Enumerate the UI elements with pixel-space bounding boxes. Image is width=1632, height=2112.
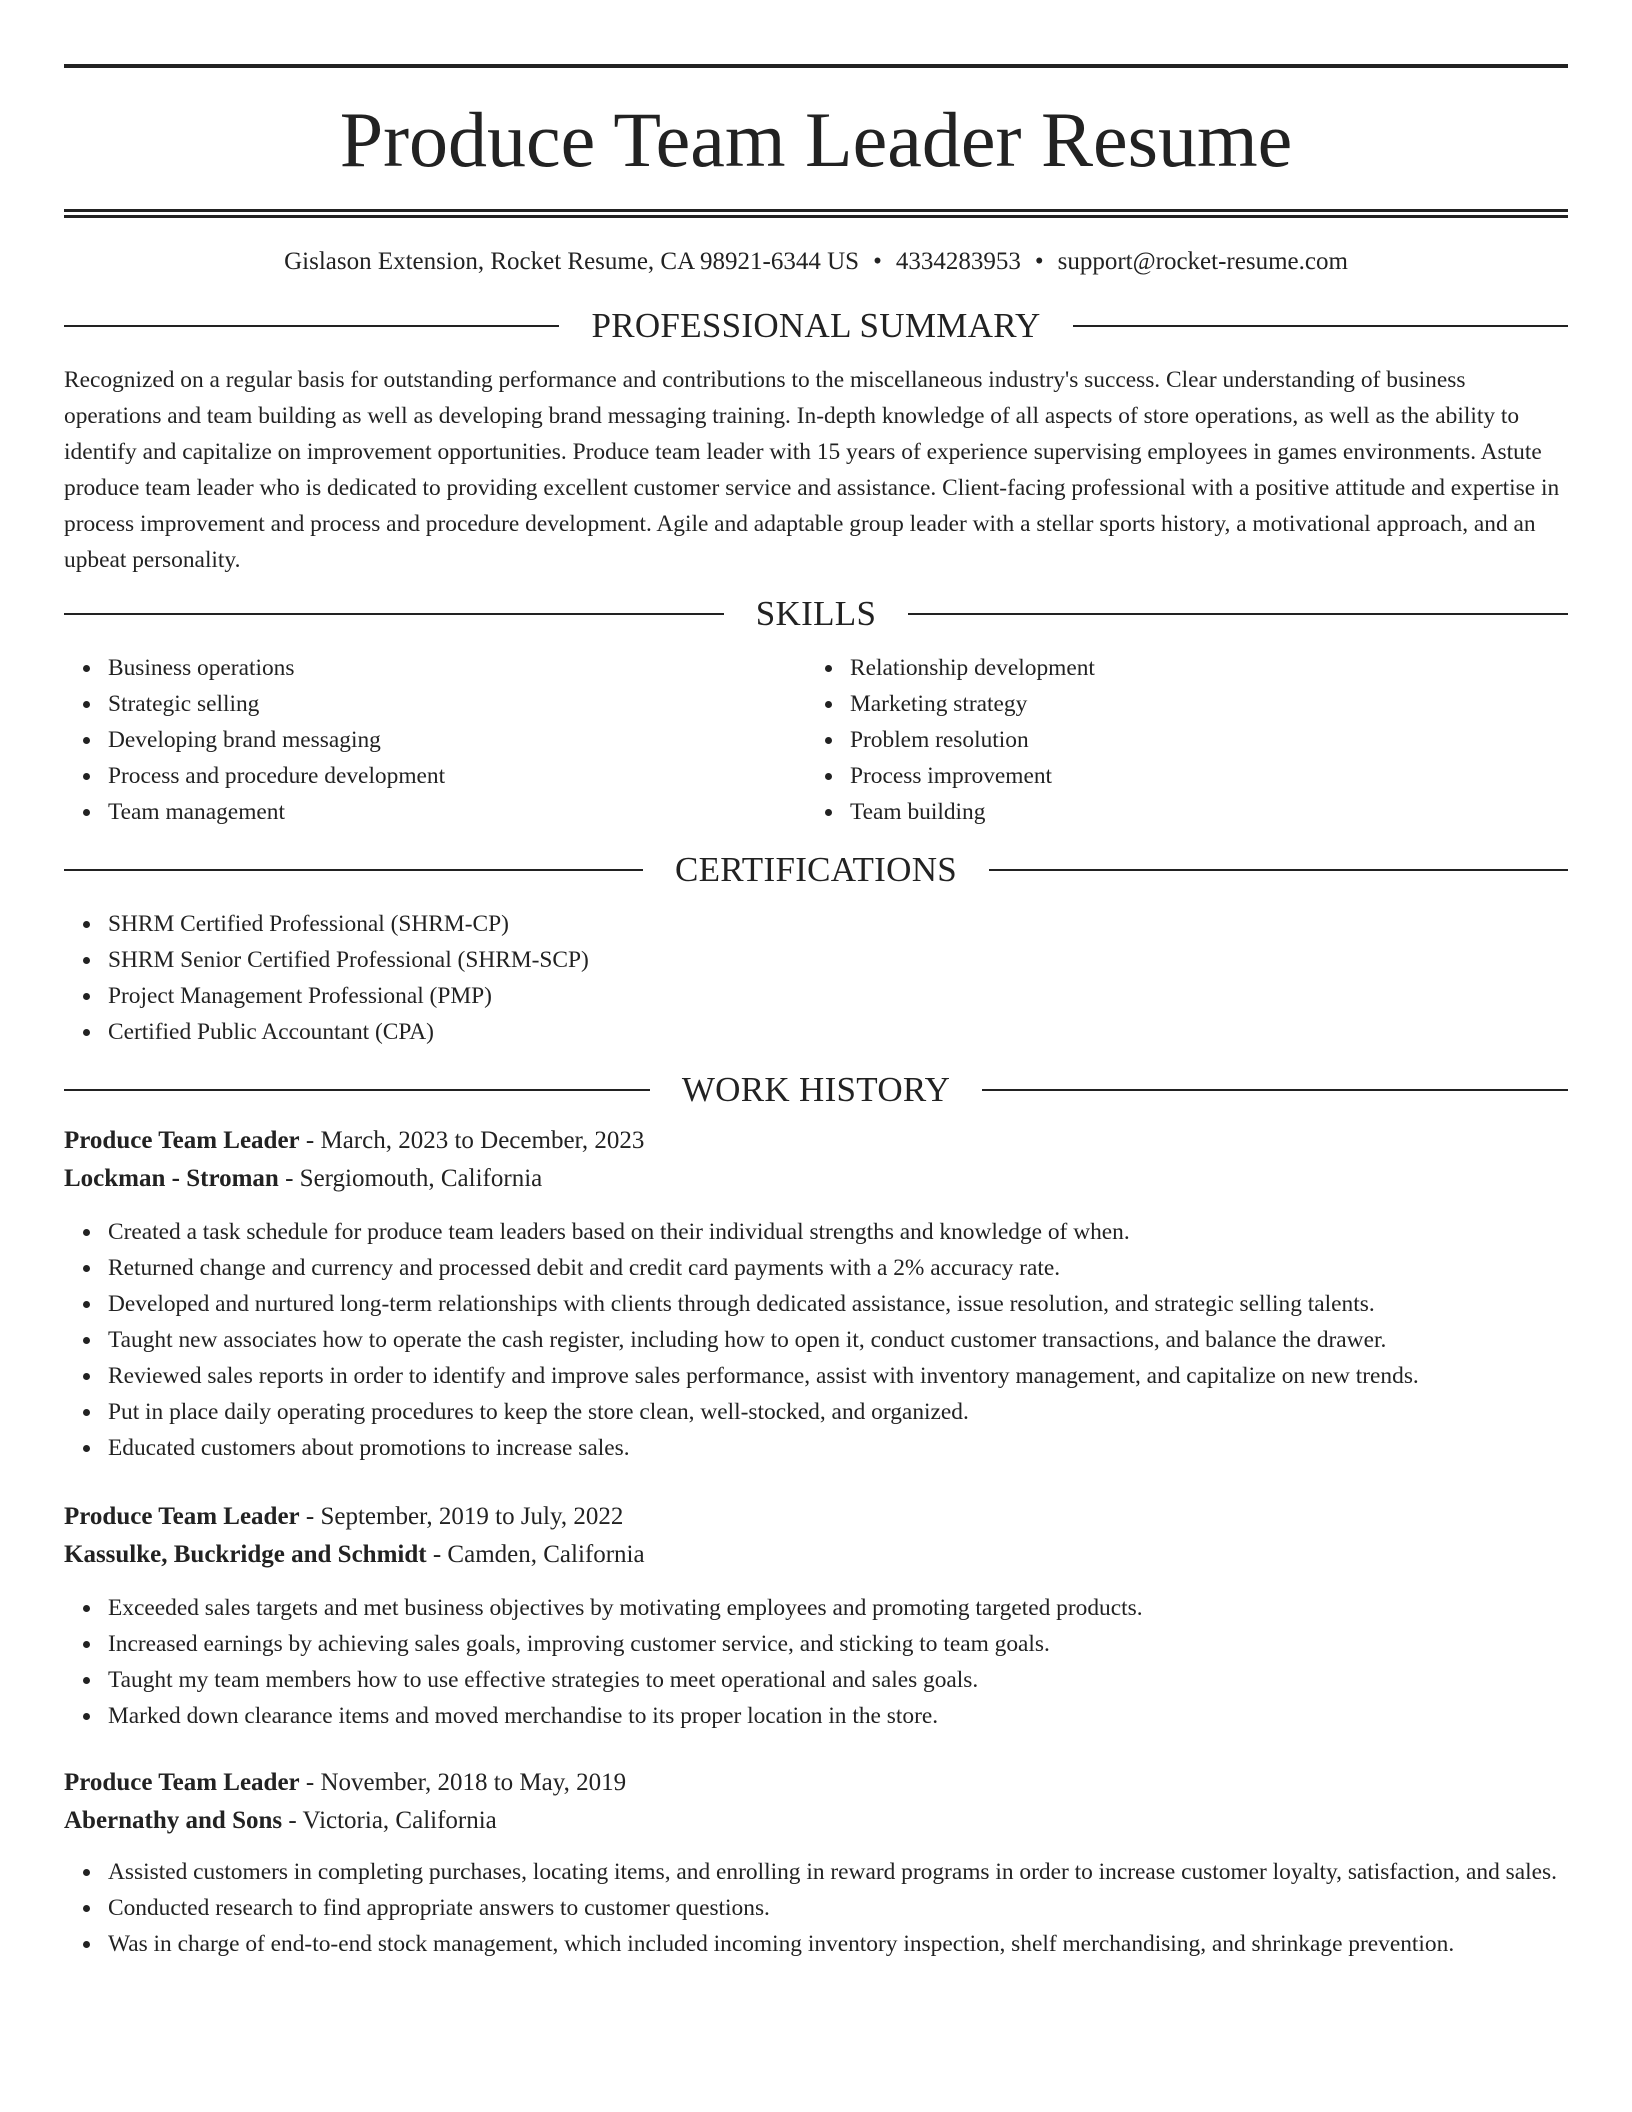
header-rule-left: [64, 869, 643, 871]
summary-heading: PROFESSIONAL SUMMARY: [591, 306, 1041, 345]
job-bullet: Was in charge of end-to-end stock management, which included incoming inventory inspection, shelf merchandising, and shrinkage prevention.: [108, 1926, 1568, 1962]
skill-item: Developing brand messaging: [108, 722, 806, 758]
skill-item: Business operations: [108, 650, 806, 686]
job-bullet: Developed and nurtured long-term relationships with clients through dedicated assistance, issue resolution, and strategic selling talents.: [108, 1286, 1568, 1322]
job-bullet: Increased earnings by achieving sales goals, improving customer service, and sticking to team goals.: [108, 1626, 1568, 1662]
job-dates: - November, 2018 to May, 2019: [299, 1769, 627, 1796]
job-company-line: [64, 1536, 1568, 1574]
skill-item: Team building: [850, 794, 1548, 830]
job-company-line: [64, 1160, 1568, 1198]
job-title-line: [64, 1498, 1568, 1536]
job-bullet: Exceeded sales targets and met business objectives by motivating employees and promoting targeted products.: [108, 1590, 1568, 1626]
certification-item: Project Management Professional (PMP): [108, 978, 1568, 1014]
job-company: Abernathy and Sons: [64, 1807, 283, 1834]
job-entry: [64, 1122, 1568, 1466]
work-history-heading: WORK HISTORY: [681, 1070, 951, 1109]
contact-separator: •: [873, 248, 882, 275]
header-rule-right: [1073, 325, 1568, 327]
job-location: - Victoria, California: [282, 1807, 497, 1834]
contact-email: support@rocket-resume.com: [1057, 248, 1348, 275]
contact-line: [64, 247, 1568, 277]
job-bullet: Created a task schedule for produce team leaders based on their individual strengths and knowledge of when.: [108, 1214, 1568, 1250]
job-title-line: [64, 1122, 1568, 1160]
certifications-section-header: [64, 850, 1568, 890]
header-rule-right: [982, 1089, 1568, 1091]
certifications-heading: CERTIFICATIONS: [674, 850, 958, 889]
job-company: Lockman - Stroman: [64, 1165, 279, 1192]
certifications-list: [64, 906, 1568, 1050]
job-title-line: [64, 1764, 1568, 1802]
skills-column-left: [64, 650, 806, 830]
job-bullet: Conducted research to find appropriate answers to customer questions.: [108, 1890, 1568, 1926]
job-bullets: [64, 1590, 1568, 1734]
summary-text: Recognized on a regular basis for outstanding performance and contributions to the miscellaneous industry's success. Clear understanding of business operations and team building as well as developing brand messaging training. In-depth knowledge of all aspects of store operations, as well as the ability to identify and capitalize on improvement opportunities. Produce team leader with 15 years of experience supervising employees in games environments. Astute produce team leader who is dedicated to providing excellent customer service and assistance. Client-facing professional with a positive attitude and expertise in process improvement and process and procedure development. Agile and adaptable group leader with a stellar sports history, a motivational approach, and an upbeat personality.: [64, 367, 1560, 573]
certification-item: Certified Public Accountant (CPA): [108, 1014, 1568, 1050]
skill-item: Problem resolution: [850, 722, 1548, 758]
title-double-rule: [64, 209, 1568, 218]
job-bullet: Taught new associates how to operate the cash register, including how to open it, conduct customer transactions, and balance the drawer.: [108, 1322, 1568, 1358]
skill-item: Marketing strategy: [850, 686, 1548, 722]
contact-separator: •: [1034, 248, 1044, 275]
job-role: Produce Team Leader: [64, 1503, 300, 1530]
skills-section-header: [64, 594, 1568, 634]
job-bullet: Put in place daily operating procedures to keep the store clean, well-stocked, and organized.: [108, 1394, 1568, 1430]
skills-heading: SKILLS: [755, 594, 877, 633]
header-rule-left: [64, 325, 559, 327]
header-rule-right: [989, 869, 1568, 871]
skills-list: [64, 650, 1568, 830]
job-role: Produce Team Leader: [64, 1127, 300, 1154]
skills-left-list: [64, 650, 806, 830]
job-bullet: Returned change and currency and processed debit and credit card payments with a 2% accuracy rate.: [108, 1250, 1568, 1286]
job-dates: - September, 2019 to July, 2022: [299, 1503, 624, 1530]
certification-item: SHRM Senior Certified Professional (SHRM-SCP): [108, 942, 1568, 978]
skill-item: Process improvement: [850, 758, 1548, 794]
job-dates: - March, 2023 to December, 2023: [299, 1127, 645, 1154]
job-location: - Camden, California: [426, 1541, 645, 1568]
job-location: - Sergiomouth, California: [278, 1165, 543, 1192]
resume-title: Produce Team Leader Resume: [339, 96, 1293, 183]
top-rule: [64, 64, 1568, 68]
job-bullet: Assisted customers in completing purchases, locating items, and enrolling in reward programs in order to increase customer loyalty, satisfaction, and sales.: [108, 1854, 1568, 1890]
summary-section-header: [64, 306, 1568, 346]
certification-item: SHRM Certified Professional (SHRM-CP): [108, 906, 1568, 942]
job-role: Produce Team Leader: [64, 1769, 300, 1796]
resume-page: [64, 64, 1568, 1962]
skill-item: Team management: [108, 794, 806, 830]
skills-right-list: [806, 650, 1548, 830]
header-rule-left: [64, 1089, 650, 1091]
job-bullet: Taught my team members how to use effective strategies to meet operational and sales goals.: [108, 1662, 1568, 1698]
job-entry: [64, 1498, 1568, 1734]
job-bullet: Reviewed sales reports in order to identify and improve sales performance, assist with inventory management, and capitalize on new trends.: [108, 1358, 1568, 1394]
work-history-section-header: [64, 1070, 1568, 1110]
job-company-line: [64, 1802, 1568, 1840]
skill-item: Relationship development: [850, 650, 1548, 686]
job-company: Kassulke, Buckridge and Schmidt: [64, 1541, 427, 1568]
job-bullet: Educated customers about promotions to increase sales.: [108, 1430, 1568, 1466]
contact-phone: 4334283953: [895, 248, 1021, 275]
header-rule-left: [64, 613, 724, 615]
job-bullet: Marked down clearance items and moved merchandise to its proper location in the store.: [108, 1698, 1568, 1734]
job-bullets: [64, 1214, 1568, 1466]
contact-address: Gislason Extension, Rocket Resume, CA 98921-6344 US: [284, 248, 860, 275]
skill-item: Strategic selling: [108, 686, 806, 722]
header-rule-right: [908, 613, 1568, 615]
job-bullets: [64, 1854, 1568, 1962]
skills-column-right: [806, 650, 1548, 830]
job-entry: [64, 1764, 1568, 1962]
skill-item: Process and procedure development: [108, 758, 806, 794]
